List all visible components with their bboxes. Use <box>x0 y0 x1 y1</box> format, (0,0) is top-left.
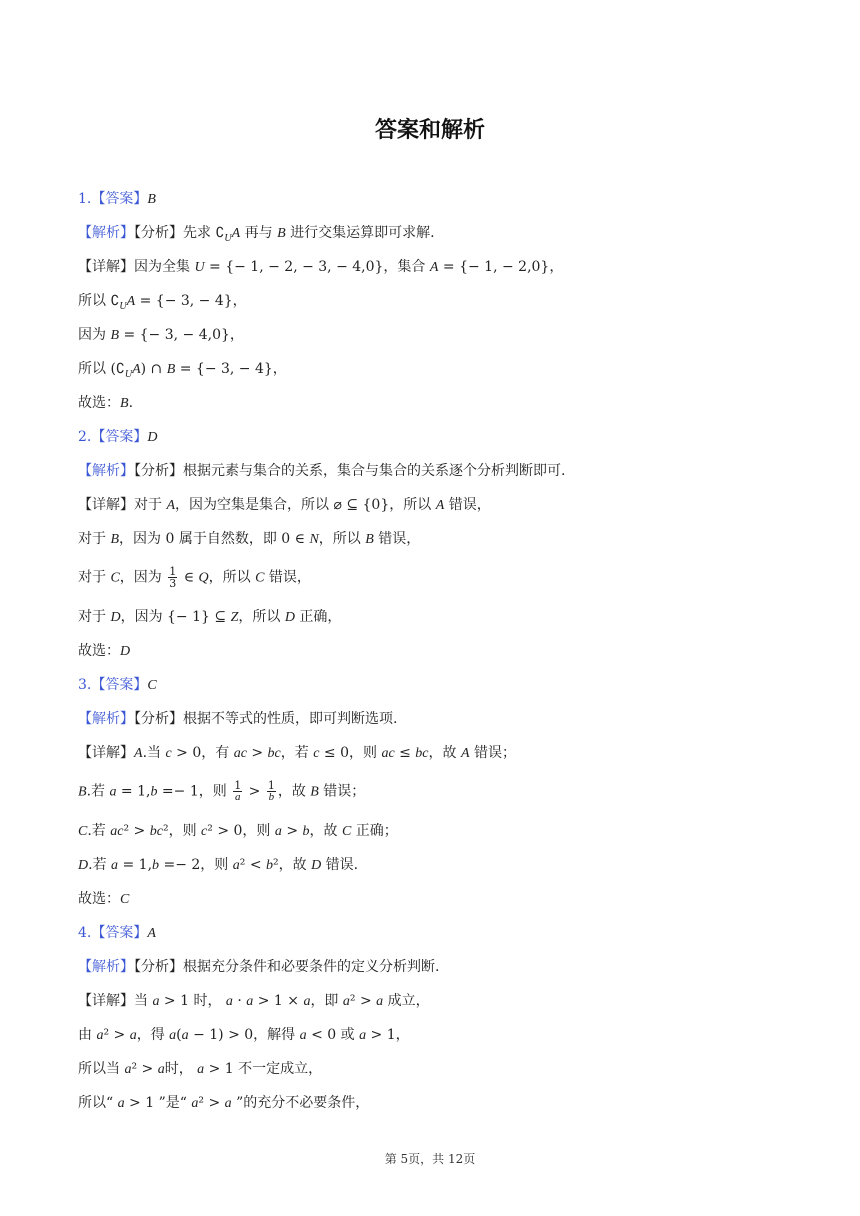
section-label: 2.【答案】 <box>78 429 148 445</box>
math-symbol: a <box>157 1062 165 1077</box>
math-symbol: a <box>274 824 282 839</box>
text-span: ”的充分不必要条件， <box>231 1095 370 1111</box>
text-span: 所以“ <box>78 1095 118 1111</box>
text-span: ² <box>131 1061 138 1077</box>
text-span: ² <box>349 993 356 1009</box>
math-symbol: a <box>111 858 119 873</box>
page-footer: 第 5页，共 12页 <box>384 1152 476 1166</box>
text-span: = {− 3, − 4}， <box>135 293 247 309</box>
math-symbol: ac <box>110 824 124 839</box>
math-symbol: b <box>152 858 160 873</box>
math-symbol: bc <box>149 824 163 839</box>
text-span: ，因为 0 属于自然数，即 0 ∈ <box>119 531 310 547</box>
text-span: 因为 <box>78 327 111 343</box>
math-symbol: D <box>110 610 121 625</box>
text-span: ² <box>273 857 279 873</box>
math-symbol: A <box>166 498 176 513</box>
text-span: 故选： <box>78 891 120 907</box>
text-span: ) ∩ <box>140 361 167 377</box>
text-span: = {− 1, − 2, − 3, − 4,0}，集合 <box>204 259 430 275</box>
math-symbol: a <box>232 858 240 873</box>
answer-line <box>78 922 156 944</box>
text-span: 【详解】对于 <box>78 497 167 513</box>
text-span: 正确， <box>294 609 342 625</box>
math-symbol: A <box>126 294 136 309</box>
text-span: 【详解】因为全集 <box>78 259 195 275</box>
math-symbol: A <box>435 498 445 513</box>
math-symbol: C <box>147 678 157 693</box>
math-symbol: A <box>132 362 141 377</box>
answer-line <box>78 460 565 482</box>
answer-line <box>78 188 156 210</box>
text-span: =− 2，则 <box>159 857 233 873</box>
math-symbol: B <box>277 226 286 241</box>
text-span: ，所以 <box>238 609 285 625</box>
answer-line <box>78 820 398 842</box>
text-span: > <box>129 823 150 839</box>
text-span: .若 <box>87 823 111 839</box>
answer-line <box>78 1092 369 1114</box>
answer-line <box>78 324 244 346</box>
math-symbol: bc <box>267 746 281 761</box>
answer-line <box>78 956 439 978</box>
section-label: 1.【答案】 <box>78 191 148 207</box>
text-span: .若 <box>86 783 110 800</box>
math-symbol: C <box>110 570 120 586</box>
text-span: > <box>109 1027 130 1043</box>
math-symbol: a <box>376 994 384 1009</box>
text-span: 所以 ∁ <box>78 293 120 309</box>
answer-line <box>78 674 157 696</box>
section-label: 【解析】 <box>78 959 134 975</box>
answer-line <box>78 358 287 380</box>
fraction: $\frac{1}{3}$ <box>169 565 177 590</box>
math-symbol: A <box>429 260 439 275</box>
text-span: = 1, <box>116 783 151 800</box>
math-symbol: A <box>134 746 143 761</box>
text-span: ，故 <box>428 745 461 761</box>
text-span: > 1 ”是“ <box>124 1095 192 1111</box>
math-symbol: B <box>310 784 319 800</box>
text-span: 时， <box>164 1061 198 1077</box>
text-span: 进行交集运算即可求解. <box>285 225 435 241</box>
text-span: ² <box>103 1027 110 1043</box>
section-label: 4.【答案】 <box>78 925 148 941</box>
text-span: 成立， <box>383 993 430 1009</box>
math-symbol: D <box>284 610 295 625</box>
text-span: =− 1，则 <box>157 783 232 800</box>
text-span: ² <box>123 823 130 839</box>
text-span: 【分析】根据充分条件和必要条件的定义分析判断. <box>134 959 440 975</box>
math-symbol: N <box>309 532 319 547</box>
math-symbol: a <box>359 1028 367 1043</box>
math-symbol: D <box>311 858 322 873</box>
math-symbol: B <box>120 396 129 411</box>
text-span: > <box>137 1061 158 1077</box>
answer-line <box>78 708 397 730</box>
math-symbol: ac <box>381 746 395 761</box>
section-label: 【解析】 <box>78 225 134 241</box>
text-span: 【分析】根据不等式的性质，即可判断选项. <box>134 711 398 727</box>
text-span: > <box>281 823 303 839</box>
text-span: 对于 <box>78 609 111 625</box>
answer-line <box>78 854 358 876</box>
math-symbol: B <box>166 362 176 377</box>
math-symbol: C <box>255 570 265 586</box>
math-symbol: A <box>460 746 470 761</box>
text-span: 【分析】根据元素与集合的关系，集合与集合的关系逐个分析判断即可. <box>134 463 566 479</box>
text-span: ∁ <box>215 225 225 241</box>
math-symbol: D <box>120 644 131 659</box>
math-symbol: a <box>129 1028 137 1043</box>
fraction: $\frac{1}{a}$ <box>234 779 242 803</box>
text-span: 对于 <box>78 569 111 586</box>
text-span: ，若 <box>280 745 314 761</box>
math-symbol: D <box>147 430 158 445</box>
text-span: ，故 <box>277 783 311 800</box>
math-symbol: b <box>266 858 274 873</box>
math-symbol: c <box>165 746 172 761</box>
text-span: ，因为 {− 1} ⊆ <box>120 609 231 625</box>
math-symbol: U <box>194 260 205 275</box>
fraction: $\frac{1}{b}$ <box>267 779 275 803</box>
section-label: 【解析】 <box>78 463 134 479</box>
answer-line <box>78 494 491 516</box>
math-symbol: a <box>224 1096 232 1111</box>
answer-line <box>78 888 129 910</box>
math-symbol: U <box>124 368 133 380</box>
text-span: > 0，有 <box>171 745 234 761</box>
answer-line <box>78 1024 410 1046</box>
answer-line <box>78 222 435 244</box>
text-span: > <box>355 993 377 1009</box>
text-span: .若 <box>88 857 112 873</box>
text-span: ² <box>198 1095 204 1111</box>
text-span: .当 <box>142 745 166 761</box>
text-span: ，则 <box>168 823 202 839</box>
math-symbol: a <box>109 784 117 800</box>
math-symbol: a <box>152 994 160 1009</box>
math-symbol: b <box>150 784 158 800</box>
math-symbol: a <box>117 1096 125 1111</box>
text-span: 故选： <box>78 643 120 659</box>
text-span: < <box>245 857 267 873</box>
answer-line <box>78 640 130 662</box>
answer-line <box>78 990 430 1012</box>
answer-line <box>78 426 157 448</box>
answer-line <box>78 780 365 802</box>
text-span: 错误， <box>444 497 491 513</box>
math-symbol: A <box>147 926 156 941</box>
text-span: > 1 时， <box>159 993 226 1009</box>
math-symbol: a <box>342 994 350 1009</box>
math-symbol: c <box>313 746 320 761</box>
text-span: ( <box>176 1027 182 1043</box>
text-span: 【分析】先求 <box>134 225 216 241</box>
text-span: − 1) > 0，解得 <box>188 1027 300 1043</box>
text-span: ，故 <box>309 823 342 839</box>
text-span: ² <box>162 823 169 839</box>
math-symbol: C <box>78 824 88 839</box>
math-symbol: B <box>110 328 120 343</box>
text-span: > 0，则 <box>212 823 275 839</box>
math-symbol: C <box>120 892 130 907</box>
text-span: ≤ 0，则 <box>319 745 382 761</box>
math-symbol: a <box>169 1028 177 1043</box>
answer-line <box>78 566 311 588</box>
math-symbol: B <box>365 532 374 547</box>
math-symbol: Z <box>230 610 239 625</box>
text-span: 对于 <box>78 531 111 547</box>
math-symbol: B <box>78 784 87 800</box>
text-span: ≤ <box>394 745 416 761</box>
text-span: ，即 <box>310 993 343 1009</box>
math-symbol: a <box>303 994 311 1009</box>
text-span: 所以当 <box>78 1061 125 1077</box>
text-span: > <box>244 783 265 800</box>
text-span: ∈ <box>179 569 199 586</box>
math-symbol: a <box>225 994 233 1009</box>
math-symbol: C <box>341 824 352 839</box>
answer-line <box>78 1058 322 1080</box>
text-span: > 1 × <box>253 993 304 1009</box>
answer-line <box>78 290 247 312</box>
answer-line <box>78 256 563 278</box>
math-symbol: c <box>201 824 208 839</box>
math-symbol: a <box>191 1096 199 1111</box>
math-symbol: bc <box>415 746 429 761</box>
math-symbol: U <box>119 300 127 312</box>
math-symbol: b <box>302 824 310 839</box>
text-span: ² <box>239 857 246 873</box>
text-span: ，因为空集是集合，所以 ⌀ ⊆ {0}，所以 <box>175 497 436 513</box>
text-span: 正确； <box>351 823 398 839</box>
text-span: 所以 (∁ <box>78 361 125 377</box>
text-span: 错误， <box>373 531 421 547</box>
text-span: > <box>246 745 268 761</box>
text-span: = {− 3, − 4,0}， <box>119 327 244 343</box>
text-span: ² <box>207 823 213 839</box>
text-span: 【详解】 <box>78 745 134 761</box>
answer-line <box>78 392 133 414</box>
text-span: ，所以 <box>318 531 366 547</box>
math-symbol: D <box>78 858 89 873</box>
text-span: ，故 <box>278 857 312 873</box>
math-symbol: a <box>299 1028 307 1043</box>
math-symbol: U <box>224 232 232 244</box>
text-span: > 1， <box>366 1027 410 1043</box>
text-span: 错误； <box>469 745 516 761</box>
section-label: 3.【答案】 <box>78 677 148 693</box>
math-symbol: A <box>231 226 241 241</box>
text-span: = {− 1, − 2,0}， <box>438 259 564 275</box>
text-span: · <box>232 993 247 1009</box>
text-span: 故选： <box>78 395 120 411</box>
math-symbol: B <box>110 532 120 547</box>
math-symbol: a <box>197 1062 205 1077</box>
text-span: > 1 不一定成立， <box>204 1061 323 1077</box>
text-span: 再与 <box>240 225 278 241</box>
math-symbol: a <box>246 994 254 1009</box>
text-span: = {− 3, − 4}， <box>175 361 287 377</box>
text-span: ，得 <box>136 1027 170 1043</box>
math-symbol: ac <box>233 746 247 761</box>
text-span: = 1, <box>118 857 153 873</box>
page-title: 答案和解析 <box>374 118 485 143</box>
section-label: 【解析】 <box>78 711 134 727</box>
text-span: . <box>128 395 134 411</box>
text-span: < 0 或 <box>306 1027 360 1043</box>
math-symbol: a <box>124 1062 132 1077</box>
math-symbol: a <box>181 1028 189 1043</box>
text-span: > <box>204 1095 225 1111</box>
text-span: 由 <box>78 1027 97 1043</box>
text-span: 错误， <box>264 569 311 586</box>
text-span: ，因为 <box>119 569 167 586</box>
text-span: 【详解】当 <box>78 993 153 1009</box>
math-symbol: B <box>147 192 156 207</box>
math-symbol: a <box>96 1028 104 1043</box>
text-span: 错误. <box>321 857 359 873</box>
math-symbol: Q <box>198 570 209 586</box>
answer-line <box>78 742 516 764</box>
text-span: 错误； <box>318 783 366 800</box>
answer-line <box>78 528 420 550</box>
answer-line <box>78 606 341 628</box>
text-span: ，所以 <box>208 569 256 586</box>
